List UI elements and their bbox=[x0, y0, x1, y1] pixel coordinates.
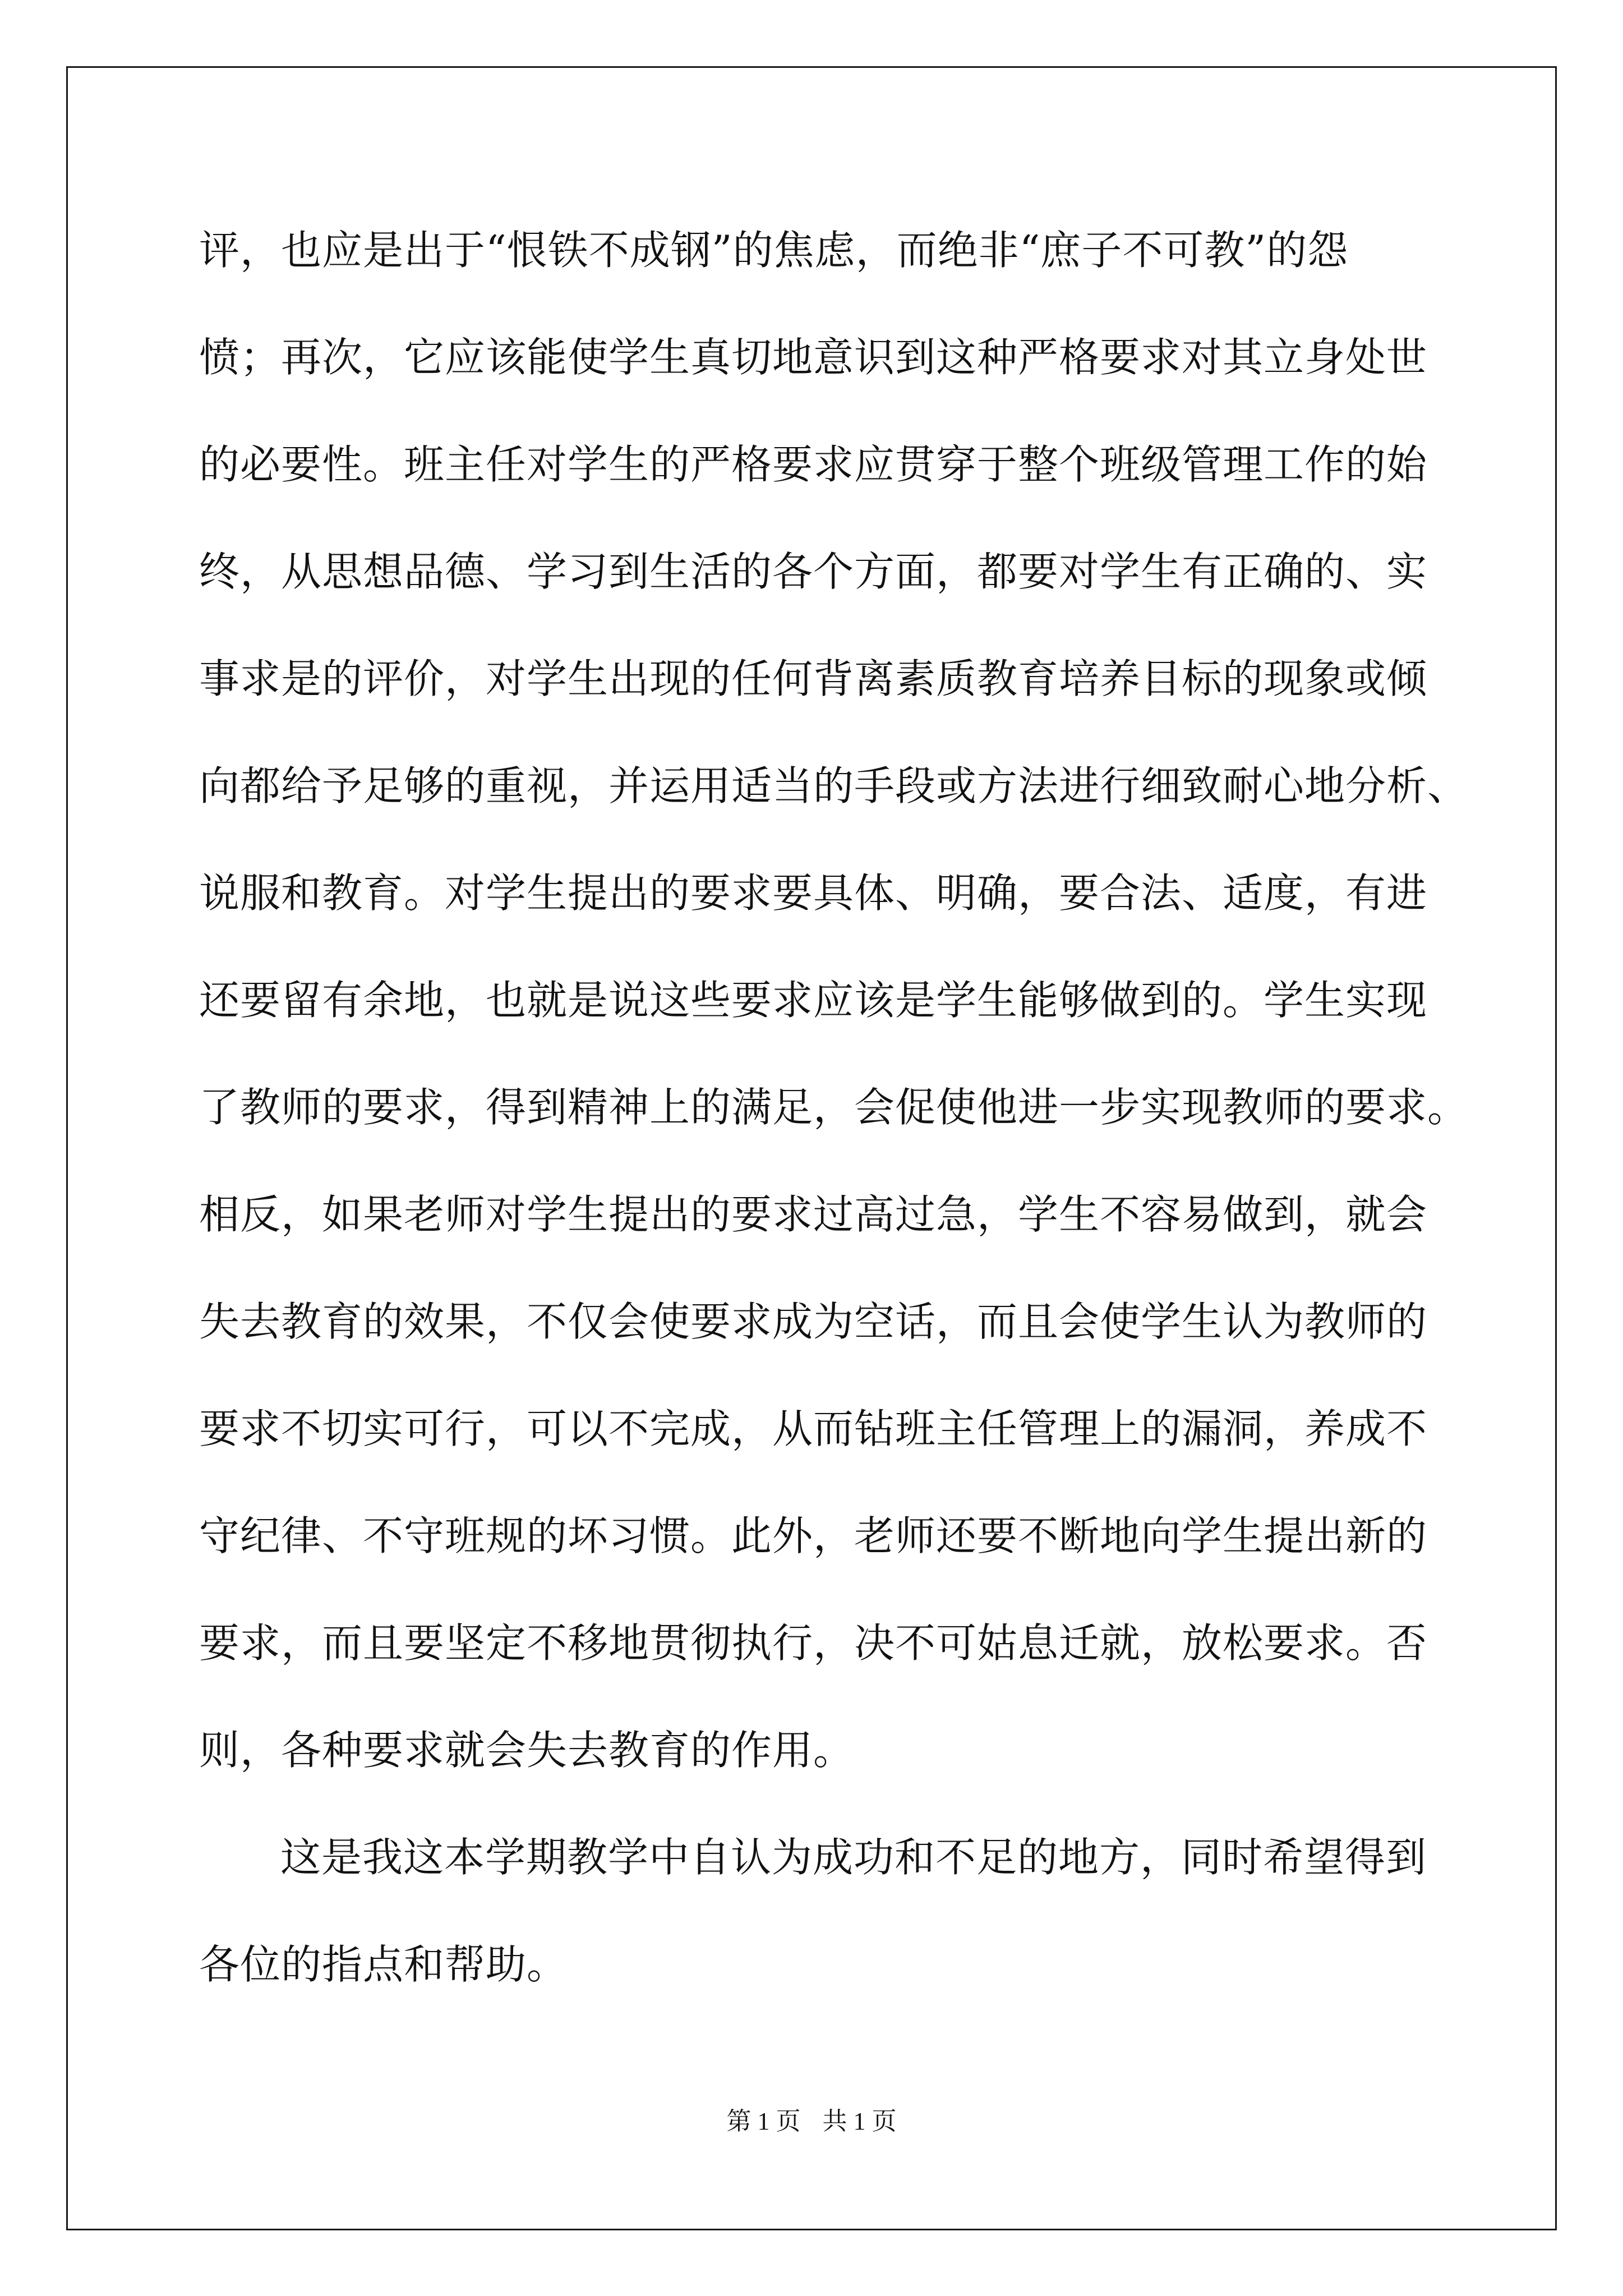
body-line: 还要留有余地，也就是说这些要求应该是学生能够做到的。学生实现 bbox=[199, 977, 1428, 1024]
body-line: 终，从思想品德、学习到生活的各个方面，都要对学生有正确的、实 bbox=[199, 548, 1428, 595]
body-line: 说服和教育。对学生提出的要求要具体、明确，要合法、适度，有进 bbox=[199, 869, 1428, 917]
body-line: 事求是的评价，对学生出现的任何背离素质教育培养目标的现象或倾 bbox=[199, 655, 1428, 702]
body-line: 向都给予足够的重视，并运用适当的手段或方法进行细致耐心地分析、 bbox=[199, 762, 1469, 809]
body-line: 守纪律、不守班规的坏习惯。此外，老师还要不断地向学生提出新的 bbox=[199, 1512, 1428, 1559]
body-line: 愤；再次，它应该能使学生真切地意识到这种严格要求对其立身处世 bbox=[199, 334, 1428, 381]
body-line: 这是我这本学期教学中自认为成功和不足的地方，同时希望得到 bbox=[280, 1834, 1427, 1881]
body-line: 失去教育的效果，不仅会使要求成为空话，而且会使学生认为教师的 bbox=[199, 1298, 1428, 1345]
body-line: 则，各种要求就会失去教育的作用。 bbox=[199, 1727, 855, 1774]
page-number: 第 1 页 bbox=[726, 2108, 801, 2135]
body-line: 要求不切实可行，可以不完成，从而钻班主任管理上的漏洞，养成不 bbox=[199, 1405, 1428, 1452]
body-line: 的必要性。班主任对学生的严格要求应贯穿于整个班级管理工作的始 bbox=[199, 441, 1428, 488]
body-line: 要求，而且要坚定不移地贯彻执行，决不可姑息迁就，放松要求。否 bbox=[199, 1619, 1428, 1667]
page-footer bbox=[0, 2101, 1623, 2137]
body-line: 了教师的要求，得到精神上的满足，会促使他进一步实现教师的要求。 bbox=[199, 1084, 1469, 1131]
page-total: 共 1 页 bbox=[822, 2108, 897, 2135]
body-line: 相反，如果老师对学生提出的要求过高过急，学生不容易做到，就会 bbox=[199, 1191, 1428, 1238]
body-line: 各位的指点和帮助。 bbox=[199, 1941, 568, 1988]
body-line: 评，也应是出于“恨铁不成钢”的焦虑，而绝非“庶子不可教”的怨 bbox=[199, 227, 1349, 274]
